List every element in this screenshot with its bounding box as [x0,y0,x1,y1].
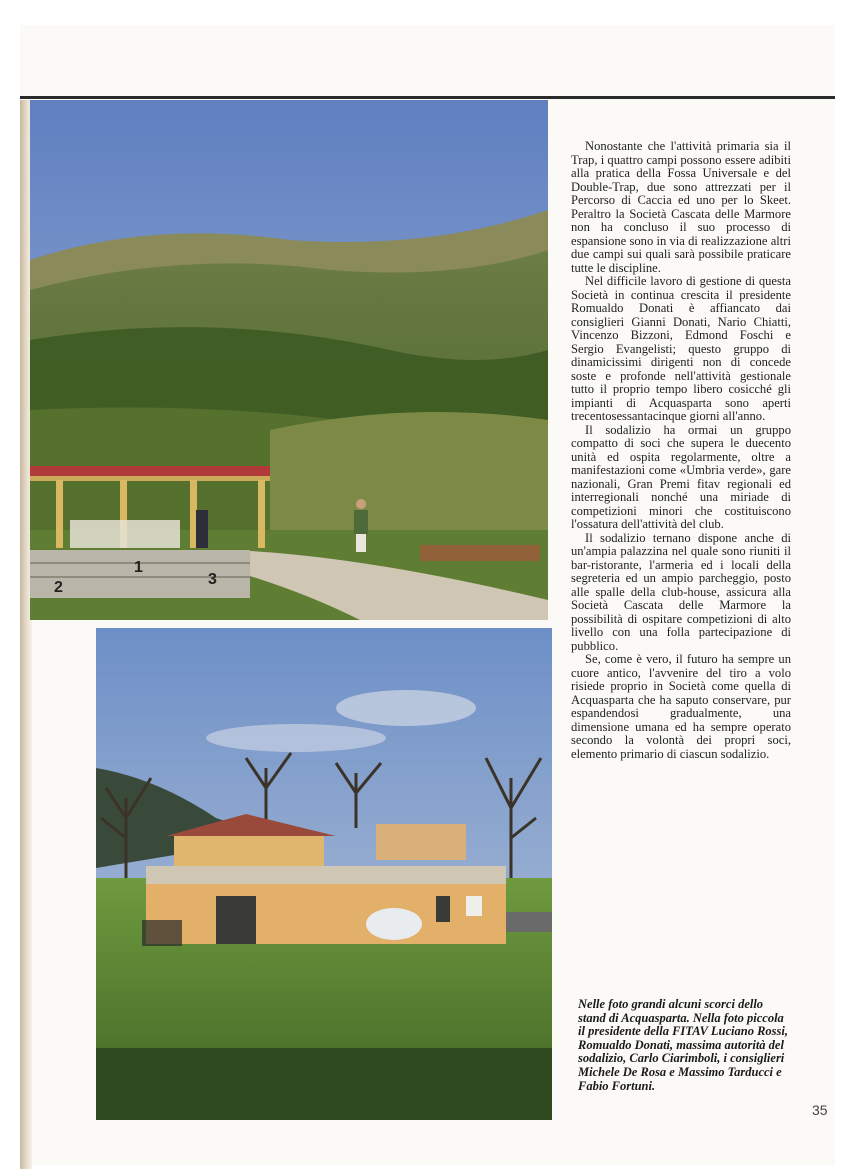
article-paragraph: Nel difficile lavoro di gestione di questa Società in continua crescita il presidente Romualdo Donati è affiancato dai consiglieri Gianni Donati, Nario Chiatti, Vincenzo Bizzoni, Edmond Foschi e Sergio Evangelisti; questo gruppo di dinamicissimi dirigenti non di concede soste e profonde nell'attività gestionale tutto il proprio tempo libero cosicché gli impianti di Acquasparta sono aperti trecentosessantacinque giorni all'anno. [571,274,791,423]
photo-caption: Nelle foto grandi alcuni scorci dello stand di Acquasparta. Nella foto piccola il presidente della FITAV Luciano Rossi, Romualdo Donati, massima autorità del sodalizio, Carlo Ciarimboli, i consiglieri Michele De Rosa e Massimo Tarducci e Fabio Fortuni. [578,997,788,1093]
station-label-1: 1 [134,559,143,576]
top-rule [20,96,835,99]
article-paragraph: Il sodalizio ternano dispone anche di un'ampia palazzina nel quale sono riuniti il bar-ristorante, l'armeria ed i locali della segreteria ed un ampio parcheggio, posto alle spalle della club-house, assicura alla Società Cascata delle Marmore la possibilità di ospitare competizioni di alto livello con una folla partecipazione di pubblico. [571,530,791,653]
page-number: 35 [812,1102,828,1118]
article-paragraph: Se, come è vero, il futuro ha sempre un cuore antico, l'avvenire del tiro a volo risiede proprio in Società come quella di Acquasparta che ha saputo conservare, pur espandendosi gradualmente, una dimensione umana ed ha sempre operato secondo la volontà dei propri soci, elemento primario di ciascun sodalizio. [571,652,791,761]
station-label-2: 2 [54,579,63,596]
article-paragraph: Il sodalizio ha ormai un gruppo compatto di soci che supera le duecento unità ed ospita regolarmente, oltre a manifestazioni come «Umbria verde», gare nazionali, Gran Premi fitav regionali ed interregionali nonché una miriade di competizioni minori che costituiscono l'ossatura dell'attività del club. [571,422,791,531]
article-body [571,140,791,761]
station-label-3: 3 [208,571,217,588]
photo-club-house [96,628,552,1120]
article-paragraph: Nonostante che l'attività primaria sia il Trap, i quattro campi possono essere adibiti alla pratica della Fossa Universale e del Double-Trap, due sono attrezzati per il Percorso di Caccia ed uno per lo Skeet. Peraltro la Società Cascata delle Marmore non ha concluso il suo processo di espansione sono in via di realizzazione altri due campi sui quali sarà possibile praticare tutte le discipline. [571,139,791,275]
photo-shooting-stand [30,100,548,620]
